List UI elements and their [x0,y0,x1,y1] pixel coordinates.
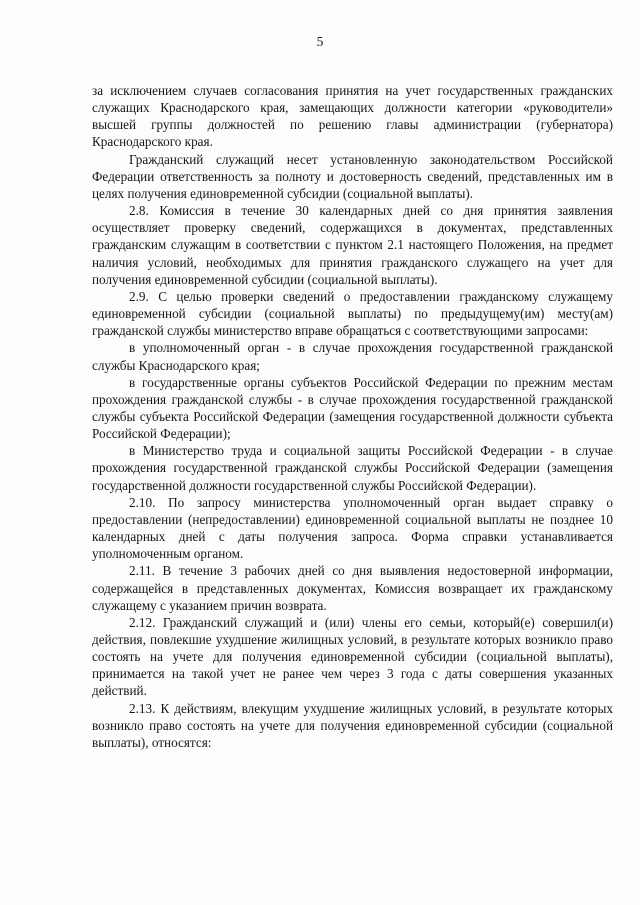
paragraph-2-9-item-3: в Министерство труда и социальной защиты Российской Федерации - в случае прохождения государственной гражданской службы Российской Федерации (замещения государственной должности государственной службы Российской Федерации). [92,443,613,493]
paragraph-2-9-item-1: в уполномоченный орган - в случае прохождения государственной гражданской службы Краснодарского края; [92,340,613,373]
paragraph-2-13: 2.13. К действиям, влекущим ухудшение жилищных условий, в результате которых возникло право состоять на учете для получения единовременной субсидии (социальной выплаты), относятся: [92,700,613,750]
paragraph-2-12: 2.12. Гражданский служащий и (или) члены его семьи, который(е) совершил(и) действия, повлекшие ухудшение жилищных условий, в результате которых возникло право состоять на учете для получения единовременной субсидии (социальной выплаты), принимается на такой учет не ранее чем через 3 года с даты совершения указанных действий. [92,614,613,699]
paragraph-2-11: 2.11. В течение 3 рабочих дней со дня выявления недостоверной информации, содержащейся в представленных документах, Комиссия возвращает их гражданскому служащему с указанием причин возврата. [92,563,613,613]
paragraph-2-10: 2.10. По запросу министерства уполномоченный орган выдает справку о предоставлении (непредоставлении) единовременной социальной выплаты не позднее 10 календарных дней с даты получения запроса. Форма справки устанавливается уполномоченным органом. [92,494,613,562]
paragraph-continuation: за исключением случаев согласования принятия на учет государственных гражданских служащих Краснодарского края, замещающих должности категории «руководители» высшей группы должностей по решению главы администрации (губернатора) Краснодарского края. [92,83,613,150]
paragraph-2-9: 2.9. С целью проверки сведений о предоставлении гражданскому служащему единовременной субсидии (социальной выплаты) по предыдущему(им) месту(ам) гражданской службы министерство вправе обращаться с соответствующими запросами: [92,288,613,339]
paragraph-responsibility: Гражданский служащий несет установленную законодательством Российской Федерации ответственность за полноту и достоверность сведений, представленных им в целях получения единовременной субсидии (социальной выплаты). [92,151,613,201]
page-number: 5 [316,34,324,49]
document-body [92,82,613,751]
paragraph-2-9-item-2: в государственные органы субъектов Российской Федерации по прежним местам прохождения гражданской службы - в случае прохождения государственной гражданской службы субъекта Российской Федерации (замещения государственной должности субъекта Российской Федерации); [92,374,613,442]
paragraph-2-8: 2.8. Комиссия в течение 30 календарных дней со дня принятия заявления осуществляет проверку сведений, содержащихся в документах, представленных гражданским служащим в соответствии с пунктом 2.1 настоящего Положения, на предмет наличия условий, необходимых для принятия гражданского служащего на учет для получения единовременной субсидии (социальной выплаты). [92,203,613,287]
